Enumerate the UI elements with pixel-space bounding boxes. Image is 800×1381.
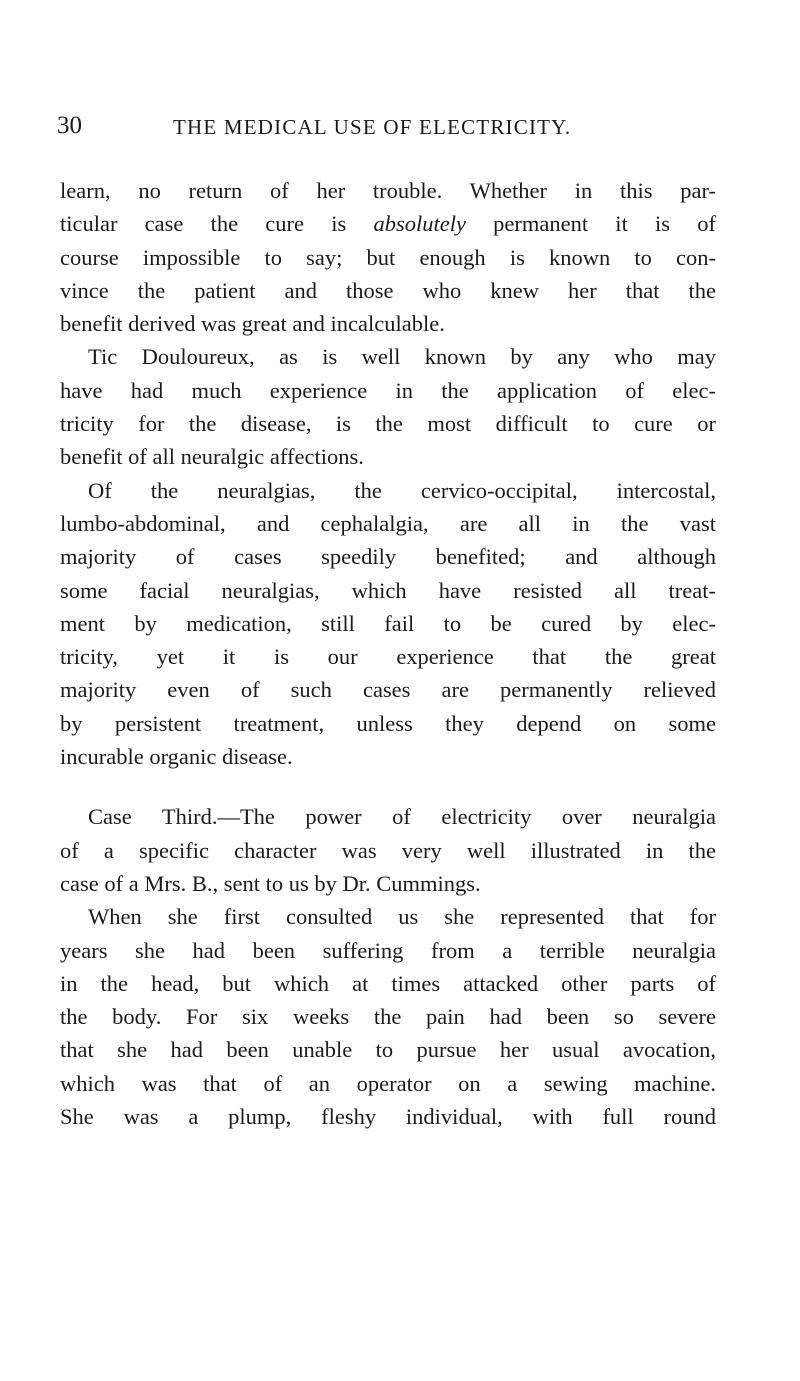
text-line: majority even of such cases are permanently relieved bbox=[60, 677, 716, 703]
text-line: Tic Douloureux, as is well known by any who may bbox=[88, 344, 716, 370]
text-line: tricity for the disease, is the most difficult to cure or bbox=[60, 411, 716, 437]
text-line: learn, no return of her trouble. Whether in this par- bbox=[60, 178, 716, 203]
text-line: benefit of all neuralgic affections. bbox=[60, 444, 364, 470]
text-line: by persistent treatment, unless they depend on some bbox=[60, 710, 716, 736]
paragraph bbox=[60, 340, 716, 473]
text-fragment: permanent it is of bbox=[465, 211, 716, 237]
text-line: vince the patient and those who knew her that the bbox=[60, 277, 716, 303]
page-header bbox=[57, 113, 725, 139]
paragraph-case-third bbox=[60, 800, 716, 900]
text-line: course impossible to say; but enough is known to con- bbox=[60, 244, 716, 270]
text-line: years she had been suffering from a terrible neuralgia bbox=[60, 937, 716, 963]
text-line: When she first consulted us she represented that for bbox=[88, 904, 716, 930]
page-number: 30 bbox=[57, 112, 82, 139]
text-line: in the head, but which at times attacked other parts of bbox=[60, 970, 716, 996]
text-line: Case Third.—The power of electricity over neuralgia bbox=[88, 804, 716, 830]
paragraph bbox=[60, 474, 716, 774]
text-line: some facial neuralgias, which have resisted all treat- bbox=[60, 577, 716, 603]
text-line: the body. For six weeks the pain had been so severe bbox=[60, 1004, 716, 1030]
text-line: have had much experience in the application of elec- bbox=[60, 377, 716, 403]
text-line: of a specific character was very well illustrated in the bbox=[60, 837, 716, 863]
text-line: that she had been unable to pursue her usual avocation, bbox=[60, 1037, 716, 1063]
text-line: Of the neuralgias, the cervico-occipital, intercostal, bbox=[88, 477, 716, 503]
text-line: which was that of an operator on a sewing machine. bbox=[60, 1070, 716, 1096]
text-fragment: ticular case the cure is bbox=[60, 211, 374, 237]
text-line: tricity, yet it is our experience that the great bbox=[60, 644, 716, 670]
text-line: She was a plump, fleshy individual, with full round bbox=[60, 1104, 716, 1130]
running-title: THE MEDICAL USE OF ELECTRICITY. bbox=[173, 115, 572, 139]
body-text bbox=[60, 174, 716, 1133]
italic-text: absolutely bbox=[373, 211, 466, 237]
paragraph bbox=[60, 900, 716, 1133]
text-line: incurable organic disease. bbox=[60, 744, 293, 770]
text-line bbox=[60, 207, 716, 240]
text-line: case of a Mrs. B., sent to us by Dr. Cummings. bbox=[60, 870, 481, 896]
text-line: majority of cases speedily benefited; and although bbox=[60, 544, 716, 570]
text-line: lumbo-abdominal, and cephalalgia, are all in the vast bbox=[60, 510, 716, 536]
text-line: ment by medication, still fail to be cured by elec- bbox=[60, 610, 716, 636]
paragraph bbox=[60, 174, 716, 340]
text-line: benefit derived was great and incalculable. bbox=[60, 311, 445, 337]
